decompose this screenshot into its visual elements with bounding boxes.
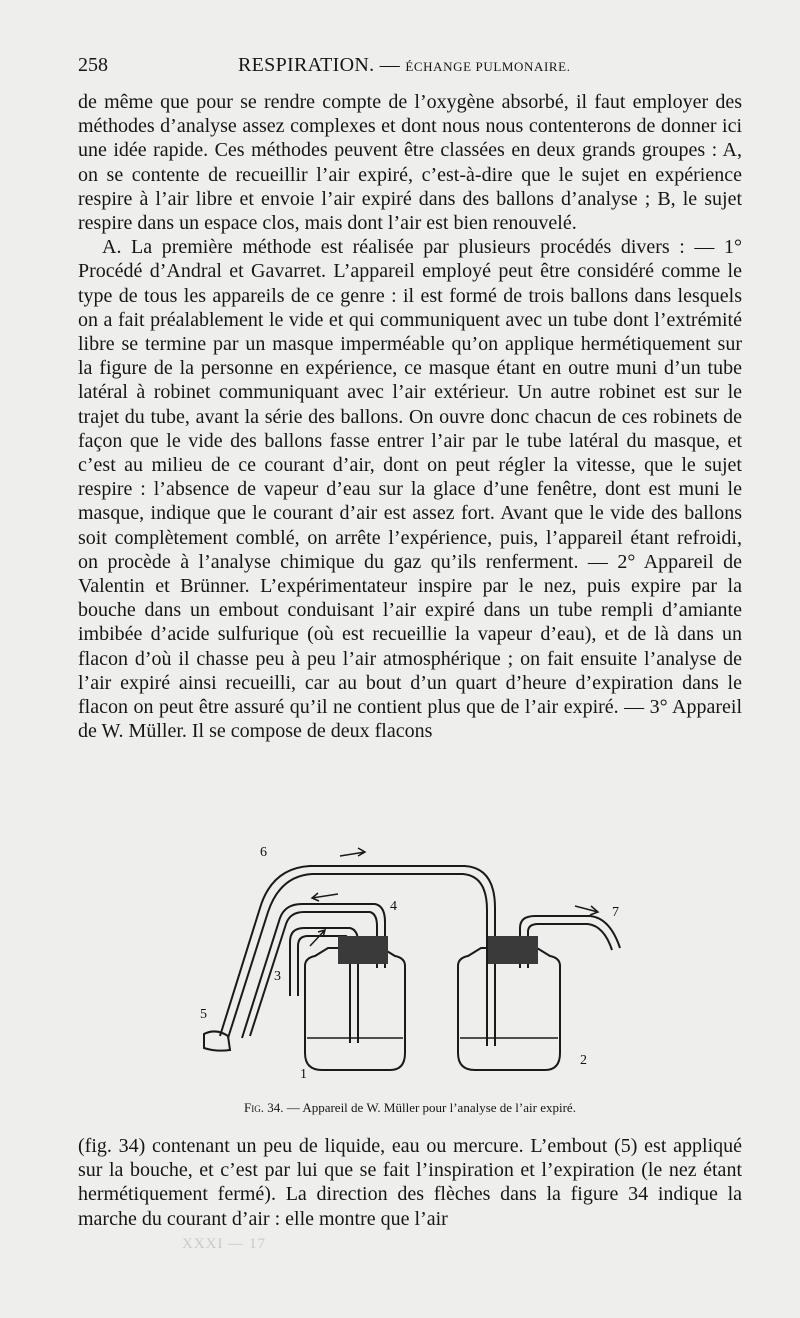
fig-label-7: 7 xyxy=(612,905,619,920)
left-flask xyxy=(305,948,405,1070)
fig-label-5: 5 xyxy=(200,1007,207,1022)
paragraph: (fig. 34) contenant un peu de liquide, eau ou mercure. L’embout (5) est appliqué sur la bouche, et c’est par lui que se fait l’inspiration et l’expiration (le nez étant hermétiquement fermé). La direction des flèches dans la figure 34 indique la marche du courant d’air : elle montre que l’air xyxy=(78,1135,742,1230)
mouthpiece xyxy=(204,1031,230,1050)
apparatus-illustration xyxy=(190,838,640,1088)
caption-text: — Appareil de W. Müller pour l’analyse de l’air expiré. xyxy=(286,1100,576,1115)
fig-label-4: 4 xyxy=(390,899,397,914)
body-text-top xyxy=(78,90,742,743)
figure-apparatus xyxy=(190,838,640,1088)
paragraph: de même que pour se rendre compte de l’oxygène absorbé, il faut employer des méthodes d’analyse assez complexes et dont nous nous contenterons de donner ici une idée rapide. Ces méthodes peuvent être classées en deux grands groupes : A, on se contente de recueillir l’air expiré, c’est-à-dire que le sujet en expérience respire à l’air libre et envoie l’air expiré dans des ballons d’analyse ; B, le sujet respire dans un espace clos, mais dont l’air est bien renouvelé. xyxy=(78,91,742,235)
page-number: 258 xyxy=(78,54,108,76)
running-head xyxy=(78,54,742,82)
right-flask xyxy=(458,948,560,1070)
fig-label-1: 1 xyxy=(300,1067,307,1082)
left-stopper xyxy=(338,936,388,964)
paragraph: A. La première méthode est réalisée par plusieurs procédés divers : — 1° Procédé d’Andral et Gavarret. L’appareil employé peut être considéré comme le type de tous les appareils de ce genre : il est formé de trois ballons dans lesquels on a fait préalablement le vide et qui communiquent avec un tube dont l’extrémité libre se termine par un masque imperméable qu’on applique hermétiquement sur la figure de la personne en expérience, ce masque étant en outre muni d’un tube latéral à robinet communiquant avec l’air extérieur. Un autre robinet est sur le trajet du tube, avant la série des ballons. On ouvre donc chacun de ces robinets de façon que le vide des ballons fasse entrer l’air par le tube latéral du masque, et c’est au milieu de ce courant d’air, dont on peut régler la vitesse, que le sujet respire : l’absence de vapeur d’eau sur la glace d’une fenêtre, dont est muni le masque, indique que le courant d’air est assez fort. Avant que le vide des ballons soit complètement comblé, on arrête l’expérience, puis, l’appareil étant refroidi, on procède à l’analyse chimique du gaz qu’ils renferment. — 2° Appareil de Valentin et Brünner. L’expérimentateur inspire par le nez, puis expire par la bouche dans un embout conduisant l’air expiré dans un tube rempli d’amiante imbibée d’acide sulfurique (où est recueillie la vapeur d’eau), et de là dans un flacon d’où il chasse peu à peu l’air atmosphérique ; on fait ensuite l’analyse de l’air expiré ainsi recueilli, car au bout d’un quart d’heure d’expiration dans le flacon on peut être assuré qu’il ne contient plus que de l’air expiré. — 3° Appareil de W. Müller. Il se compose de deux flacons xyxy=(78,236,742,743)
figure-caption xyxy=(78,1100,742,1116)
section-title: ÉCHANGE PULMONAIRE. xyxy=(405,59,571,74)
fig-label-6: 6 xyxy=(260,845,267,860)
right-stopper xyxy=(488,936,538,964)
caption-label: Fig. 34. xyxy=(244,1100,284,1115)
title-separator: — xyxy=(379,54,401,76)
fig-label-3: 3 xyxy=(274,969,281,984)
fig-label-2: 2 xyxy=(580,1053,587,1068)
footer-bleed: XXXI — 17 xyxy=(182,1236,266,1252)
chapter-title: RESPIRATION. xyxy=(238,54,375,76)
body-text-bottom xyxy=(78,1134,742,1231)
running-title xyxy=(238,54,571,77)
